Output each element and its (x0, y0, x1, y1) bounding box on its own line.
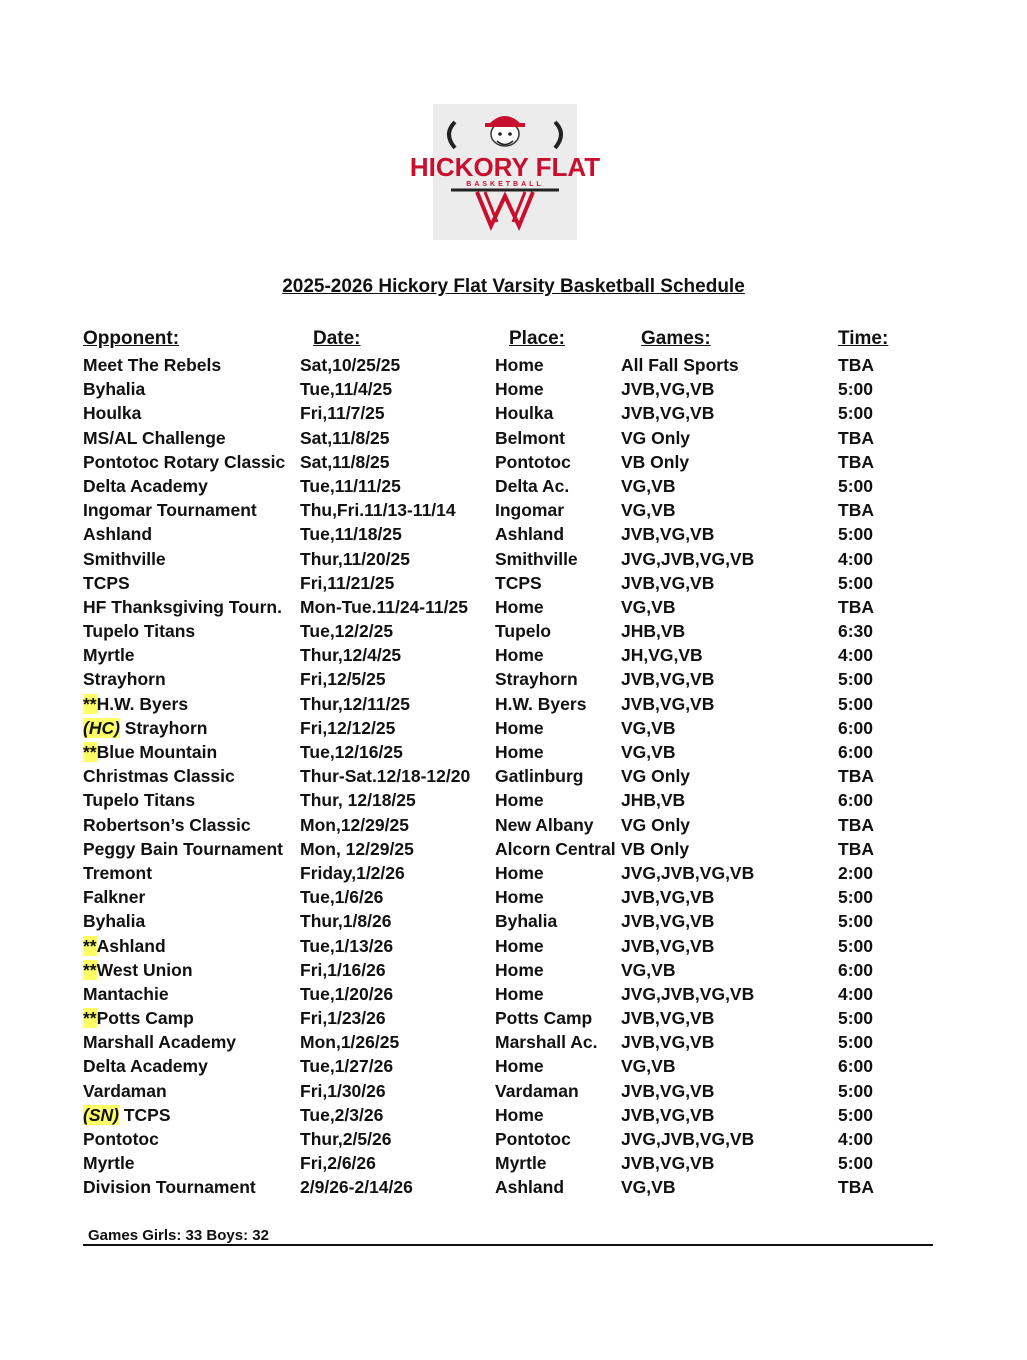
schedule-row (0, 766, 1027, 790)
row-date: Mon,1/26/25 (300, 1032, 400, 1053)
left-horn-icon (449, 122, 455, 148)
row-opponent (83, 790, 195, 811)
row-date: Tue,1/6/26 (300, 887, 384, 908)
row-time: 5:00 (838, 1008, 874, 1029)
schedule-row (0, 597, 1027, 621)
row-games: All Fall Sports (621, 355, 739, 375)
row-place: New Albany (495, 814, 594, 835)
row-place: Home (495, 862, 544, 883)
schedule-row (0, 403, 1027, 427)
row-games: VG,VB (621, 475, 676, 496)
row-date: Thur, 12/18/25 (300, 790, 416, 811)
schedule-row (0, 936, 1027, 960)
schedule-row (0, 1129, 1027, 1153)
row-opponent (83, 1129, 159, 1150)
row-games: JVB,VG,VB (621, 1080, 715, 1101)
schedule-row (0, 1153, 1027, 1177)
row-time: 5:00 (838, 693, 874, 714)
row-date: Sat,11/8/25 (300, 427, 390, 448)
row-date: Tue,11/18/25 (300, 524, 402, 545)
row-opponent-name: H.W. Byers (96, 693, 189, 714)
row-time: TBA (838, 766, 874, 787)
schedule-row (0, 1105, 1027, 1129)
row-time: TBA (838, 451, 874, 472)
row-opponent-name: Smithville (83, 548, 166, 569)
row-games: JVB,VG,VB (621, 1008, 715, 1029)
row-games: JVB,VG,VB (621, 572, 715, 593)
schedule-row (0, 815, 1027, 839)
row-opponent (83, 645, 135, 666)
header-place: Place: (509, 328, 565, 349)
row-date: Tue,11/4/25 (300, 379, 393, 400)
row-opponent-name: HF Thanksgiving Tourn. (83, 596, 282, 617)
row-opponent-name: Myrtle (83, 645, 135, 666)
row-date: Fri,11/21/25 (300, 572, 395, 593)
row-opponent (83, 839, 283, 860)
row-opponent (83, 1153, 135, 1174)
row-opponent (83, 621, 195, 642)
row-place: Home (495, 717, 544, 738)
row-opponent (83, 911, 145, 932)
row-place: Home (495, 790, 544, 811)
row-place: Houlka (495, 403, 554, 424)
row-place: TCPS (495, 572, 542, 593)
row-games: VG,VB (621, 596, 676, 617)
row-opponent (83, 1008, 194, 1029)
row-opponent-name: Marshall Academy (83, 1032, 237, 1053)
row-opponent-name: Tupelo Titans (83, 621, 196, 642)
row-opponent-name: Ingomar Tournament (83, 500, 257, 521)
schedule-row (0, 911, 1027, 935)
row-opponent-name: West Union (96, 959, 193, 980)
row-opponent (83, 452, 285, 473)
row-time: 5:00 (838, 887, 874, 908)
row-time: 6:00 (838, 1056, 874, 1077)
row-opponent-name: MS/AL Challenge (83, 427, 226, 448)
row-opponent (83, 379, 145, 400)
schedule-row (0, 476, 1027, 500)
row-date: Mon-Tue.11/24-11/25 (300, 596, 468, 617)
footer-text: Games Girls: 33 Boys: 32 (88, 1227, 269, 1244)
row-games: JVG,JVB,VG,VB (621, 862, 755, 883)
row-place: Delta Ac. (495, 475, 570, 496)
row-opponent (83, 742, 217, 763)
row-opponent-name: Potts Camp (96, 1008, 194, 1029)
schedule-row (0, 379, 1027, 403)
row-time: 5:00 (838, 524, 874, 545)
row-opponent-name: Myrtle (83, 1153, 135, 1174)
row-time: 5:00 (838, 475, 874, 496)
row-opponent-name: Robertson’s Classic (83, 814, 251, 835)
row-date: 2/9/26-2/14/26 (300, 1177, 413, 1198)
row-games: JVB,VG,VB (621, 1153, 715, 1174)
row-games: VG,VB (621, 959, 676, 980)
row-opponent (83, 669, 166, 690)
row-games: JH,VG,VB (621, 645, 703, 666)
header-games: Games: (641, 328, 711, 349)
row-time: 4:00 (838, 645, 874, 666)
row-time: 2:00 (838, 862, 874, 883)
schedule-row (0, 887, 1027, 911)
row-opponent-marker: (SN) (83, 1104, 119, 1125)
row-opponent-name: Peggy Bain Tournament (83, 838, 283, 859)
footer-games-count (83, 1227, 933, 1246)
schedule-row (0, 669, 1027, 693)
row-opponent (83, 1032, 236, 1053)
row-opponent (83, 500, 257, 521)
row-place: Home (495, 935, 544, 956)
row-date: Tue,11/11/25 (300, 475, 401, 496)
row-time: 5:00 (838, 1104, 874, 1125)
row-opponent (83, 1177, 256, 1198)
schedule-title: 2025-2026 Hickory Flat Varsity Basketball Schedule (282, 276, 745, 297)
row-date: Fri,1/23/26 (300, 1008, 386, 1029)
row-date: Tue,12/2/25 (300, 621, 394, 642)
schedule-row (0, 1008, 1027, 1032)
row-time: TBA (838, 1177, 874, 1198)
row-opponent (83, 936, 166, 957)
row-games: VG Only (621, 814, 691, 835)
row-place: Gatlinburg (495, 766, 584, 787)
row-opponent (83, 766, 235, 787)
row-date: Mon, 12/29/25 (300, 838, 414, 859)
schedule-row (0, 621, 1027, 645)
row-place: Home (495, 1104, 544, 1125)
mascot-hat-icon (489, 116, 521, 124)
row-opponent (83, 887, 145, 908)
row-games: VG,VB (621, 1056, 676, 1077)
row-place: Tupelo (495, 621, 552, 642)
schedule-row (0, 694, 1027, 718)
row-time: 5:00 (838, 935, 874, 956)
schedule-row (0, 355, 1027, 379)
row-opponent-name: Falkner (83, 887, 146, 908)
schedule-row (0, 428, 1027, 452)
row-opponent (83, 694, 188, 715)
row-games: JVB,VG,VB (621, 935, 715, 956)
row-games: JVG,JVB,VG,VB (621, 1129, 755, 1149)
row-games: JVB,VG,VB (621, 669, 715, 690)
row-place: Home (495, 645, 544, 666)
row-time: 5:00 (838, 572, 874, 593)
row-opponent (83, 1105, 171, 1126)
row-place: Home (495, 355, 544, 375)
row-opponent (83, 863, 152, 884)
row-games: VG,VB (621, 717, 676, 738)
row-place: H.W. Byers (495, 693, 587, 714)
schedule-row (0, 549, 1027, 573)
basketball-net-icon (477, 192, 533, 226)
hickory-flat-logo (409, 104, 601, 240)
row-games: JVB,VG,VB (621, 887, 715, 908)
row-place: Marshall Ac. (495, 1032, 598, 1053)
schedule-row (0, 839, 1027, 863)
row-date: Fri,1/30/26 (300, 1080, 386, 1101)
row-opponent-name: Byhalia (83, 379, 146, 400)
row-opponent (83, 960, 193, 981)
row-time: 5:00 (838, 379, 874, 400)
header-date: Date: (313, 328, 361, 349)
right-horn-icon (555, 122, 561, 148)
schedule-row (0, 573, 1027, 597)
schedule-row (0, 1032, 1027, 1056)
row-time: TBA (838, 596, 874, 617)
row-time: 4:00 (838, 548, 874, 569)
row-opponent-name: TCPS (83, 572, 130, 593)
row-place: Home (495, 379, 544, 400)
row-games: VB Only (621, 838, 690, 859)
row-date: Tue,1/27/26 (300, 1056, 394, 1077)
row-opponent (83, 718, 207, 739)
row-time: TBA (838, 814, 874, 835)
row-opponent-name: TCPS (118, 1104, 171, 1125)
row-opponent-marker: ** (83, 693, 97, 714)
row-opponent-name: Pontotoc Rotary Classic (83, 451, 286, 472)
row-opponent-name: Ashland (83, 524, 153, 545)
row-opponent-name: Tupelo Titans (83, 790, 196, 811)
row-date: Thur-Sat.12/18-12/20 (300, 766, 471, 787)
row-place: Pontotoc (495, 451, 571, 472)
row-time: 5:00 (838, 1153, 874, 1174)
row-time: 6:00 (838, 742, 874, 762)
row-opponent-name: Vardaman (83, 1080, 167, 1101)
row-time: 6:00 (838, 717, 874, 738)
row-opponent-name: Delta Academy (83, 475, 208, 496)
row-games: JVB,VG,VB (621, 379, 715, 400)
logo-wordmark: HICKORY FLAT (409, 152, 601, 182)
row-games: JVB,VG,VB (621, 693, 715, 714)
row-opponent (83, 984, 169, 1005)
row-place: Home (495, 983, 544, 1004)
row-date: Thu,Fri.11/13-11/14 (300, 500, 456, 521)
row-place: Home (495, 1056, 544, 1077)
row-time: 4:00 (838, 1129, 874, 1149)
row-time: 5:00 (838, 669, 874, 690)
row-date: Sat,10/25/25 (300, 355, 401, 375)
row-time: 5:00 (838, 403, 874, 424)
row-place: Home (495, 959, 544, 980)
row-opponent-name: Ashland (96, 935, 166, 956)
row-time: TBA (838, 355, 874, 375)
row-date: Fri,12/5/25 (300, 669, 386, 690)
schedule-row (0, 863, 1027, 887)
row-place: Potts Camp (495, 1008, 593, 1029)
row-games: JVB,VG,VB (621, 1104, 715, 1125)
row-games: JHB,VB (621, 621, 686, 642)
row-opponent-marker: ** (83, 1008, 97, 1029)
schedule-table (0, 355, 1027, 1202)
row-opponent-name: Pontotoc (83, 1129, 159, 1149)
row-games: JVB,VG,VB (621, 403, 715, 424)
row-opponent-marker: ** (83, 959, 97, 980)
row-games: JVB,VG,VB (621, 911, 715, 932)
row-opponent (83, 815, 251, 836)
row-place: Vardaman (495, 1080, 579, 1101)
row-time: 5:00 (838, 911, 874, 932)
row-time: 6:00 (838, 959, 874, 980)
row-date: Fri,1/16/26 (300, 959, 386, 980)
row-time: 6:00 (838, 790, 874, 811)
row-date: Fri,2/6/26 (300, 1153, 376, 1174)
row-date: Tue,1/20/26 (300, 983, 394, 1004)
row-date: Thur,1/8/26 (300, 911, 392, 932)
row-place: Home (495, 596, 544, 617)
row-opponent (83, 428, 226, 449)
row-place: Ashland (495, 524, 565, 545)
row-opponent-name: Mantachie (83, 983, 169, 1004)
row-games: JVG,JVB,VG,VB (621, 983, 755, 1004)
row-date: Friday,1/2/26 (300, 862, 405, 883)
row-time: TBA (838, 427, 874, 448)
logo-graphic (409, 104, 601, 240)
row-games: VG,VB (621, 742, 676, 762)
row-opponent-marker: ** (83, 935, 97, 956)
row-opponent-name: Blue Mountain (96, 742, 218, 762)
row-time: TBA (838, 500, 874, 521)
row-games: VG,VB (621, 500, 676, 521)
row-games: VG Only (621, 427, 691, 448)
row-opponent (83, 549, 166, 570)
row-opponent-name: Houlka (83, 403, 142, 424)
row-opponent-name: Tremont (83, 862, 153, 883)
row-date: Tue,2/3/26 (300, 1104, 384, 1125)
header-time: Time: (838, 328, 889, 349)
row-date: Fri,12/12/25 (300, 717, 396, 738)
row-time: TBA (838, 838, 874, 859)
row-opponent-marker: ** (83, 742, 97, 762)
schedule-row (0, 984, 1027, 1008)
row-date: Mon,12/29/25 (300, 814, 409, 835)
schedule-row (0, 1081, 1027, 1105)
row-place: Byhalia (495, 911, 558, 932)
row-games: VG Only (621, 766, 691, 787)
logo-subtext: BASKETBALL (466, 181, 544, 188)
row-date: Tue,1/13/26 (300, 935, 394, 956)
row-place: Belmont (495, 427, 565, 448)
row-opponent-name: Christmas Classic (83, 766, 235, 787)
schedule-row (0, 500, 1027, 524)
row-opponent-name: Byhalia (83, 911, 146, 932)
schedule-row (0, 1177, 1027, 1201)
row-place: Strayhorn (495, 669, 578, 690)
row-time: 6:30 (838, 621, 874, 642)
schedule-row (0, 718, 1027, 742)
row-opponent (83, 355, 221, 376)
row-opponent-marker: (HC) (83, 717, 120, 738)
row-place: Myrtle (495, 1153, 547, 1174)
row-opponent-name: Meet The Rebels (83, 355, 222, 375)
row-time: 4:00 (838, 983, 874, 1004)
row-place: Pontotoc (495, 1129, 571, 1149)
row-place: Ashland (495, 1177, 565, 1198)
schedule-row (0, 524, 1027, 548)
schedule-row (0, 645, 1027, 669)
row-opponent-name: Delta Academy (83, 1056, 208, 1077)
row-place: Home (495, 887, 544, 908)
row-place: Smithville (495, 548, 578, 569)
header-opponent: Opponent: (83, 328, 180, 349)
schedule-row (0, 742, 1027, 766)
row-games: JHB,VB (621, 790, 686, 811)
row-date: Thur,12/4/25 (300, 645, 402, 666)
row-opponent-name: Strayhorn (119, 717, 208, 738)
row-time: 5:00 (838, 1080, 874, 1101)
row-opponent-name: Strayhorn (83, 669, 166, 690)
row-date: Thur,12/11/25 (300, 693, 410, 714)
row-date: Tue,12/16/25 (300, 742, 403, 762)
schedule-row (0, 1056, 1027, 1080)
row-place: Home (495, 742, 544, 762)
row-opponent (83, 403, 141, 424)
row-date: Sat,11/8/25 (300, 451, 390, 472)
row-opponent (83, 476, 208, 497)
schedule-row (0, 790, 1027, 814)
row-games: JVG,JVB,VG,VB (621, 548, 755, 569)
row-date: Thur,11/20/25 (300, 548, 410, 569)
row-date: Fri,11/7/25 (300, 403, 385, 424)
row-opponent-name: Division Tournament (83, 1177, 256, 1198)
row-games: VB Only (621, 451, 690, 472)
row-games: JVB,VG,VB (621, 1032, 715, 1053)
row-games: JVB,VG,VB (621, 524, 715, 545)
row-opponent (83, 573, 130, 594)
row-games: VG,VB (621, 1177, 676, 1198)
row-opponent (83, 1056, 208, 1077)
row-date: Thur,2/5/26 (300, 1129, 392, 1149)
schedule-row (0, 960, 1027, 984)
schedule-row (0, 452, 1027, 476)
row-opponent (83, 1081, 167, 1102)
row-opponent (83, 597, 282, 618)
row-time: 5:00 (838, 1032, 874, 1053)
row-opponent (83, 524, 152, 545)
row-place: Ingomar (495, 500, 565, 521)
row-place: Alcorn Central (495, 838, 616, 859)
